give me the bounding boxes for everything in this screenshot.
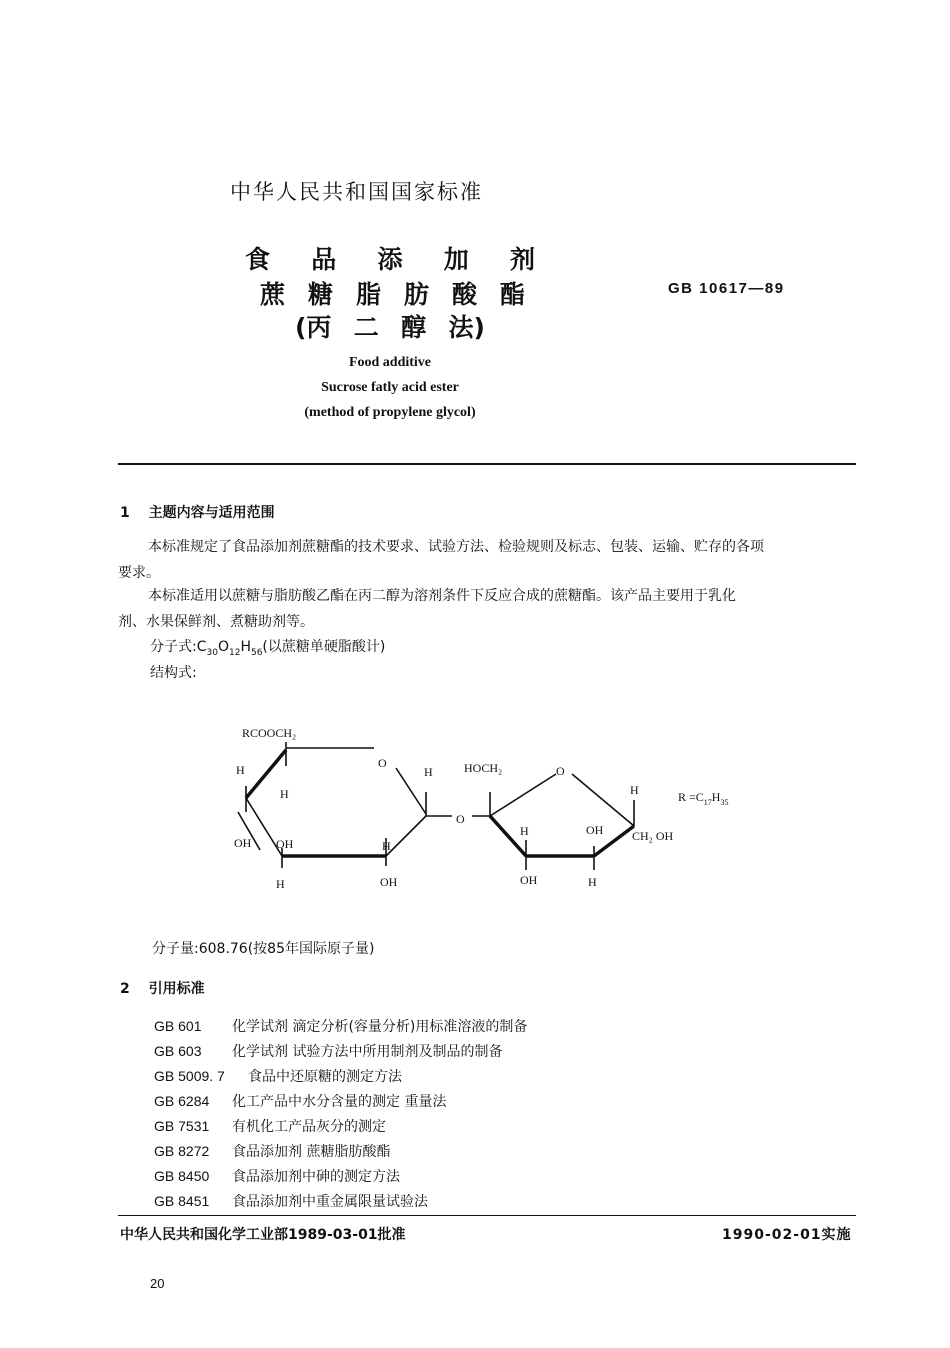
reference-code: GB 6284 — [154, 1093, 210, 1109]
hydroxyl-label: OH — [520, 873, 538, 887]
page-number: 20 — [150, 1276, 165, 1291]
reference-title: 食品中还原糖的测定方法 — [248, 1069, 402, 1085]
reference-title: 化学试剂 滴定分析(容量分析)用标准溶液的制备 — [232, 1019, 528, 1035]
header-divider — [118, 463, 856, 465]
title-char: 品 — [311, 245, 337, 274]
rcooch2-label: RCOOCH₂ — [242, 726, 297, 740]
ch2oh-label: CH₂ OH — [632, 829, 674, 843]
section-1-heading — [120, 502, 275, 522]
issuing-authority: 中华人民共和国国家标准 — [230, 180, 483, 204]
paragraph-1-line-2: 要求。 — [118, 565, 160, 581]
title-char: 酸 — [451, 280, 477, 309]
formula-element: O — [217, 639, 229, 655]
english-title-line-1: Food additive — [348, 355, 432, 370]
glycosidic-oxygen-label: O — [456, 812, 465, 826]
ring-oxygen-label: O — [556, 764, 565, 778]
formula-subscript: 30 — [206, 647, 218, 658]
structure-label: 结构式: — [150, 665, 197, 681]
reference-code: GB 603 — [154, 1043, 202, 1059]
hydroxyl-label: OH — [234, 836, 252, 850]
structural-formula-diagram — [220, 720, 780, 900]
reference-item — [154, 1091, 446, 1111]
paragraph-2-line-1: 本标准适用以蔗糖与脂肪酸乙酯在丙二醇为溶剂条件下反应合成的蔗糖酯。该产品主要用于乳化 — [148, 588, 736, 604]
title-char: 二 — [353, 313, 379, 342]
hydrogen-label: H — [520, 824, 529, 838]
r-group-text: R =C — [678, 790, 704, 804]
title-line-2 — [260, 275, 525, 311]
r-group-definition — [678, 790, 728, 807]
reference-item — [154, 1016, 527, 1036]
hydroxyl-label: OH — [276, 837, 294, 851]
reference-code: GB 5009. 7 — [154, 1068, 225, 1084]
formula-subscript: 56 — [250, 647, 263, 658]
section-title: 引用标准 — [148, 981, 205, 997]
title-char: 蔗 — [260, 280, 286, 309]
paragraph-1-line-1: 本标准规定了食品添加剂蔗糖酯的技术要求、试验方法、检验规则及标志、包装、运输、贮存的各项 — [148, 539, 764, 555]
english-title-line-3: (method of propylene glycol) — [304, 405, 476, 420]
title-char: 糖 — [307, 280, 333, 309]
section-number: 1 — [120, 505, 130, 521]
formula-label: 分子式: — [150, 639, 197, 655]
hoch2-label: HOCH₂ — [464, 761, 503, 775]
reference-item — [154, 1191, 428, 1211]
title-line-3 — [295, 308, 485, 344]
reference-item — [154, 1166, 400, 1186]
title-char: (丙 — [295, 313, 332, 342]
title-char: 酯 — [499, 280, 525, 309]
approval-statement: 中华人民共和国化学工业部1989-03-01批准 — [120, 1227, 406, 1243]
hydrogen-label: H — [382, 839, 391, 853]
reference-title: 化学试剂 试验方法中所用制剂及制品的制备 — [232, 1044, 503, 1060]
hydrogen-label: H — [588, 875, 597, 889]
reference-code: GB 7531 — [154, 1118, 210, 1134]
reference-title: 食品添加剂中重金属限量试验法 — [232, 1194, 428, 1210]
reference-title: 有机化工产品灰分的测定 — [232, 1119, 386, 1135]
reference-item — [154, 1066, 402, 1086]
reference-item — [154, 1041, 502, 1061]
title-char: 剂 — [509, 245, 535, 274]
footer-divider — [118, 1215, 856, 1216]
formula-subscript: 12 — [228, 647, 241, 658]
reference-code: GB 601 — [154, 1018, 202, 1034]
title-char: 添 — [377, 245, 403, 274]
standard-code: GB 10617—89 — [668, 280, 785, 297]
r-group-subscript: 35 — [720, 798, 729, 807]
bond — [572, 774, 634, 826]
reference-title: 食品添加剂中砷的测定方法 — [232, 1169, 400, 1185]
reference-title: 食品添加剂 蔗糖脂肪酸酯 — [232, 1144, 391, 1160]
title-line-1 — [245, 240, 535, 276]
hydroxyl-label: OH — [380, 875, 398, 889]
title-char: 肪 — [403, 280, 429, 309]
hydroxyl-label: OH — [586, 823, 604, 837]
bond — [386, 816, 426, 856]
title-char: 法) — [448, 313, 485, 342]
section-title: 主题内容与适用范围 — [148, 505, 275, 521]
section-2-heading — [120, 978, 205, 998]
hydrogen-label: H — [276, 877, 285, 891]
reference-code: GB 8450 — [154, 1168, 210, 1184]
hydrogen-label: H — [280, 787, 289, 801]
section-number: 2 — [120, 981, 130, 997]
r-group-text: H — [711, 790, 721, 804]
title-char: 醇 — [401, 313, 427, 342]
molecular-weight: 分子量:608.76(按85年国际原子量) — [152, 941, 375, 957]
title-char: 食 — [245, 245, 271, 274]
reference-code: GB 8272 — [154, 1143, 210, 1159]
title-char: 脂 — [355, 280, 381, 309]
english-title-line-2: Sucrose fatly acid ester — [321, 380, 459, 395]
reference-item — [154, 1141, 390, 1161]
reference-code: GB 8451 — [154, 1193, 210, 1209]
reference-item — [154, 1116, 386, 1136]
bond — [490, 774, 556, 816]
reference-title: 化工产品中水分含量的测定 重量法 — [232, 1094, 447, 1110]
formula-element: H — [240, 639, 251, 655]
effective-date: 1990-02-01实施 — [722, 1227, 852, 1243]
paragraph-2-line-2: 剂、水果保鲜剂、煮糖助剂等。 — [118, 614, 314, 630]
hydrogen-label: H — [424, 765, 433, 779]
formula-note: (以蔗糖单硬脂酸计) — [262, 639, 386, 655]
r-group-subscript: 17 — [703, 798, 712, 807]
bond — [396, 768, 426, 814]
ring-oxygen-label: O — [378, 756, 387, 770]
hydrogen-label: H — [630, 783, 639, 797]
title-char: 加 — [443, 245, 469, 274]
formula-element: C — [196, 639, 207, 655]
hydrogen-label: H — [236, 763, 245, 777]
